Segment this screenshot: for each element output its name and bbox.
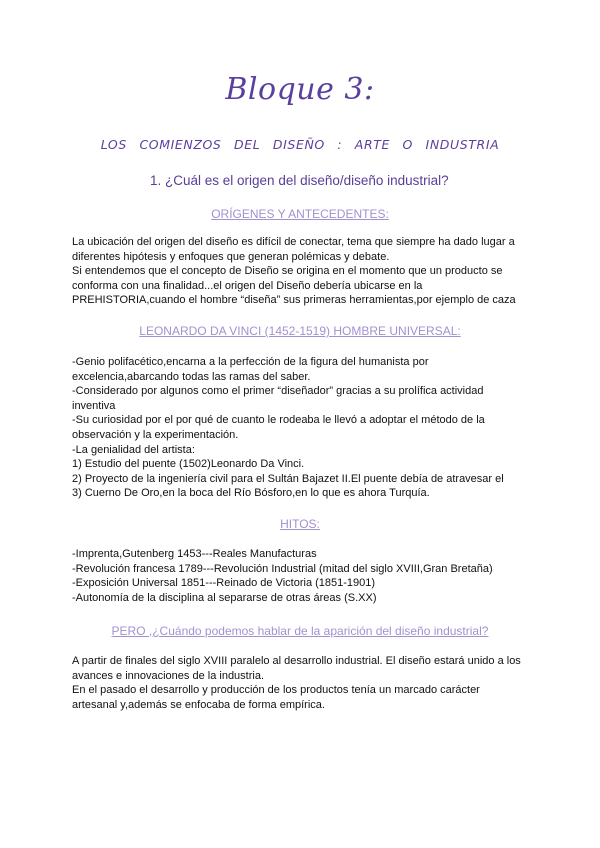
section-heading-hitos: HITOS: <box>280 517 320 531</box>
section-heading-leonardo: LEONARDO DA VINCI (1452-1519) HOMBRE UNIVERSAL: <box>139 324 461 338</box>
text-line: -Revolución francesa 1789---Revolución Industrial (mitad del siglo XVIII,Gran Bretaña) <box>72 562 493 575</box>
text-line: 2) Proyecto de la ingeniería civil para el Sultán Bajazet II.El puente debía de atravesar el <box>72 472 504 485</box>
text-line: observación y la experimentación. <box>72 428 239 441</box>
text-line: excelencia,abarcando todas las ramas del saber. <box>72 370 311 383</box>
question-heading: 1. ¿Cuál es el origen del diseño/diseño industrial? <box>150 173 449 188</box>
text-line: avances e innovaciones de la industria. <box>72 669 265 682</box>
section-body-hitos <box>72 547 532 605</box>
text-line: 1) Estudio del puente (1502)Leonardo Da Vinci. <box>72 458 305 471</box>
section-body-leonardo <box>72 355 532 501</box>
section-body-aparicion <box>72 654 532 712</box>
text-line: -Considerado por algunos como el primer “diseñador” gracias a su prolífica actividad <box>72 385 484 398</box>
text-line: -Genio polifacético,encarna a la perfección de la figura del humanista por <box>72 356 429 368</box>
text-line: artesanal y,además se enfocaba de forma empírica. <box>72 698 325 711</box>
text-line: -Su curiosidad por el por qué de cuanto le rodeaba le llevó a adoptar el método de la <box>72 414 485 427</box>
section-heading-aparicion: PERO ,¿Cuándo podemos hablar de la aparición del diseño industrial? <box>111 624 489 638</box>
text-line: -La genialidad del artista: <box>72 443 195 456</box>
text-line: -Autonomía de la disciplina al separarse de otras áreas (S.XX) <box>72 591 377 604</box>
text-line: -Exposición Universal 1851---Reinado de Victoria (1851-1901) <box>72 577 376 590</box>
text-line: diferentes hipótesis y enfoques que generan polémicas y debate. <box>72 250 390 263</box>
text-line: inventiva <box>72 399 116 412</box>
text-line: A partir de finales del siglo XVIII paralelo al desarrollo industrial. El diseño estará unido a los <box>72 655 521 667</box>
page-subtitle: LOS COMIENZOS DEL DISEÑO : ARTE O INDUSTRIA <box>100 137 500 152</box>
page-title: Bloque 3: <box>225 72 375 107</box>
section-body-origenes <box>72 235 532 308</box>
text-line: PREHISTORIA,cuando el hombre “diseña” sus primeras herramientas,por ejemplo de caza <box>72 294 516 307</box>
text-line: Si entendemos que el concepto de Diseño se origina en el momento que un producto se <box>72 265 503 278</box>
section-heading-origenes: ORÍGENES Y ANTECEDENTES: <box>211 207 389 221</box>
text-line: La ubicación del origen del diseño es difícil de conectar, tema que siempre ha dado lugar a <box>72 236 515 248</box>
text-line: En el pasado el desarrollo y producción de los productos tenía un marcado carácter <box>72 684 480 697</box>
text-line: -Imprenta,Gutenberg 1453---Reales Manufacturas <box>72 548 317 560</box>
text-line: conforma con una finalidad...el origen del Diseño debería ubicarse en la <box>72 279 423 292</box>
text-line: 3) Cuerno De Oro,en la boca del Río Bósforo,en lo que es ahora Turquía. <box>72 487 430 500</box>
